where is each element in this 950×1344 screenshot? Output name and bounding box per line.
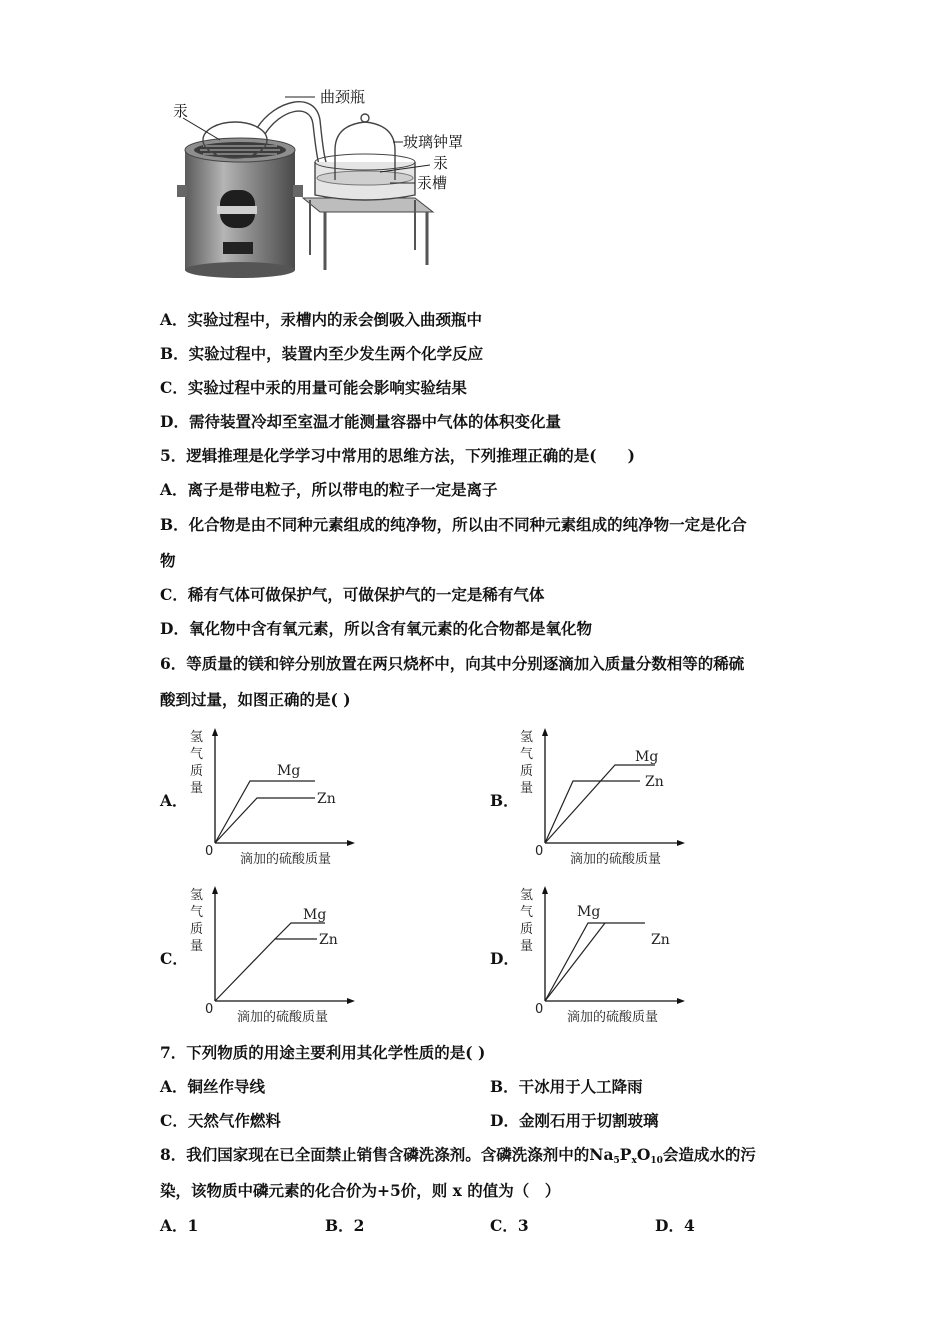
- q8-option-c: C．3: [490, 1216, 529, 1235]
- q6-option-d-label: D．: [490, 949, 519, 968]
- q6-stem-line1: 6．等质量的镁和锌分别放置在两只烧杯中，向其中分别逐滴加入质量分数相等的稀硫: [160, 654, 745, 673]
- apparatus-figure: [165, 80, 475, 280]
- x-axis-label: 滴加的硫酸质量: [240, 852, 332, 867]
- origin-label: 0: [535, 1002, 544, 1017]
- q4-option-c: C．实验过程中汞的用量可能会影响实验结果: [160, 378, 467, 397]
- svg-text:氢: 氢: [190, 730, 204, 745]
- q8-option-b: B．2: [325, 1216, 365, 1235]
- svg-text:气: 气: [520, 905, 534, 920]
- mg-label: Mg: [277, 763, 301, 779]
- svg-text:质: 质: [520, 764, 534, 779]
- origin-label: 0: [535, 844, 544, 859]
- label-mercury-right: 汞: [433, 154, 449, 172]
- label-trough: 汞槽: [417, 174, 448, 192]
- zn-label: Zn: [645, 774, 664, 790]
- y-axis-label: [520, 730, 533, 796]
- q8-option-d: D．4: [655, 1216, 695, 1235]
- svg-text:量: 量: [190, 781, 204, 796]
- zn-label: Zn: [317, 791, 336, 807]
- graph-a: [185, 725, 355, 870]
- q5-option-b: B．化合物是由不同种元素组成的纯净物，所以由不同种元素组成的纯净物一定是化合: [160, 515, 747, 534]
- mg-label: Mg: [635, 749, 659, 765]
- mg-line: [545, 923, 645, 1001]
- svg-text:量: 量: [520, 939, 534, 954]
- graph-b: [515, 725, 685, 870]
- svg-text:量: 量: [190, 939, 204, 954]
- q5-stem: 5．逻辑推理是化学学习中常用的思维方法，下列推理正确的是( ): [160, 446, 635, 465]
- x-axis-label: 滴加的硫酸质量: [567, 1010, 659, 1025]
- svg-text:质: 质: [190, 922, 204, 937]
- svg-text:氢: 氢: [520, 888, 534, 903]
- mg-line: [275, 923, 325, 939]
- q8-stem-line2: 染，该物质中磷元素的化合价为+5价，则 x 的值为（ ）: [160, 1181, 561, 1200]
- graph-d: [515, 883, 685, 1028]
- q5-option-b-cont: 物: [160, 551, 176, 570]
- y-axis-label: [190, 730, 203, 796]
- q7-stem: 7．下列物质的用途主要利用其化学性质的是( ): [160, 1043, 486, 1062]
- q6-option-b-label: B．: [490, 791, 519, 810]
- origin-label: 0: [205, 844, 214, 859]
- zn-label: Zn: [319, 932, 338, 948]
- svg-text:质: 质: [520, 922, 534, 937]
- label-mercury-left: 汞: [173, 102, 189, 120]
- x-axis-label: 滴加的硫酸质量: [570, 852, 662, 867]
- q4-option-a: A．实验过程中，汞槽内的汞会倒吸入曲颈瓶中: [160, 310, 483, 329]
- mg-line: [545, 765, 655, 843]
- svg-text:氢: 氢: [520, 730, 534, 745]
- mg-label: Mg: [303, 907, 327, 923]
- q7-option-b: B．干冰用于人工降雨: [490, 1077, 643, 1096]
- q5-option-a: A．离子是带电粒子，所以带电的粒子一定是离子: [160, 480, 498, 499]
- q6-option-a-label: A．: [160, 791, 188, 810]
- svg-text:气: 气: [190, 747, 204, 762]
- mg-label: Mg: [577, 904, 601, 920]
- label-flask: 曲颈瓶: [320, 88, 366, 106]
- q5-option-c: C．稀有气体可做保护气，可做保护气的一定是稀有气体: [160, 585, 545, 604]
- zn-line: [545, 923, 605, 1001]
- q4-option-d: D．需待装置冷却至室温才能测量容器中气体的体积变化量: [160, 412, 561, 431]
- zn-line: [215, 798, 315, 843]
- q6-stem-line2: 酸到过量，如图正确的是( ): [160, 690, 351, 709]
- x-axis-label: 滴加的硫酸质量: [237, 1010, 329, 1025]
- q7-option-c: C．天然气作燃料: [160, 1111, 281, 1130]
- origin-label: 0: [205, 1002, 214, 1017]
- svg-text:气: 气: [190, 905, 204, 920]
- q7-option-d: D．金刚石用于切割玻璃: [490, 1111, 659, 1130]
- q7-option-a: A．铜丝作导线: [160, 1077, 266, 1096]
- q8-stem-line1: 8．我们国家现在已全面禁止销售含磷洗涤剂。含磷洗涤剂中的$Na_5P_xO_{10}$会造成水的污: [160, 1145, 756, 1166]
- y-axis-label: [520, 888, 533, 954]
- label-bell-jar: 玻璃钟罩: [403, 133, 464, 151]
- chemical-formula: $Na_5P_xO_{10}$: [589, 1145, 663, 1166]
- q8-option-a: A．1: [160, 1216, 199, 1235]
- zn-label: Zn: [651, 932, 670, 948]
- zn-line: [215, 939, 317, 1001]
- graph-c: [185, 883, 355, 1028]
- q4-option-b: B．实验过程中，装置内至少发生两个化学反应: [160, 344, 484, 363]
- svg-text:质: 质: [190, 764, 204, 779]
- y-axis-label: [190, 888, 203, 954]
- svg-text:气: 气: [520, 747, 534, 762]
- q5-option-d: D．氧化物中含有氧元素，所以含有氧元素的化合物都是氧化物: [160, 619, 592, 638]
- svg-text:量: 量: [520, 781, 534, 796]
- mg-line: [215, 781, 315, 843]
- svg-text:氢: 氢: [190, 888, 204, 903]
- q6-option-c-label: C．: [160, 949, 188, 968]
